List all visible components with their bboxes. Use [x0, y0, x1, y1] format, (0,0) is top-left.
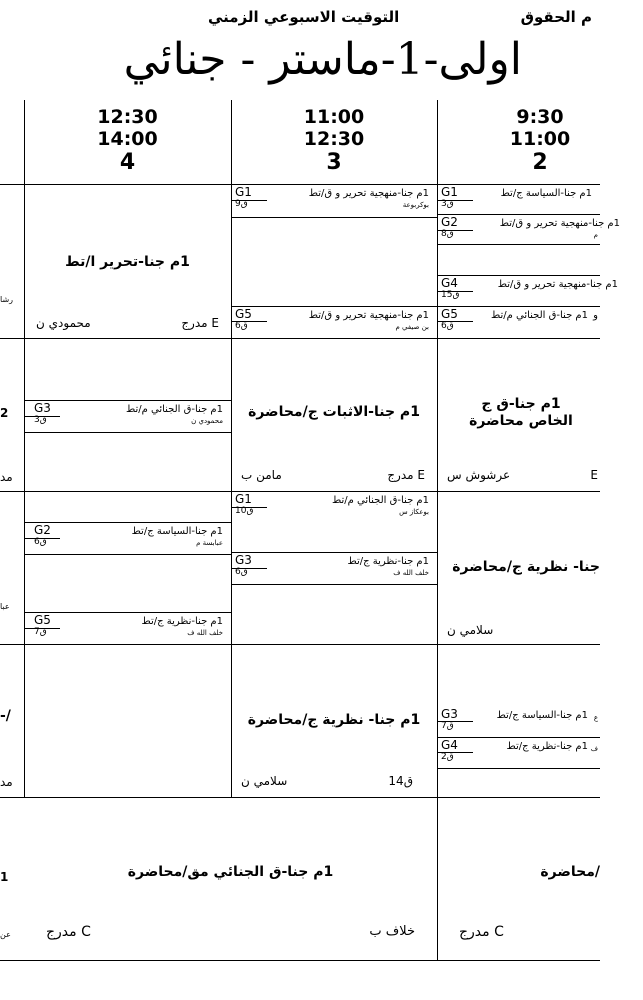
group-label: G5	[441, 307, 458, 321]
room-name: مدرج C	[459, 924, 504, 940]
period-header-2	[437, 100, 643, 184]
course-title: 1م جنا-الاثبات ج/محاضرة	[248, 404, 420, 420]
course-title: 1م جنا-ق الجنائي مق/محاضرة	[127, 864, 334, 880]
course-name: 1م جنا-منهجية تحرير و ق/تط	[497, 279, 618, 290]
room-name: ق14	[388, 774, 413, 788]
edge-fragment: مد	[0, 775, 13, 789]
period-number: 4	[119, 150, 136, 175]
course-title: 1م جنا-ق ج الخاص محاضرة	[469, 396, 573, 429]
edge-fragment: رشا	[0, 295, 14, 304]
room-label: ق10	[235, 506, 254, 516]
professor-name: سلامي ن	[241, 774, 288, 788]
course-name: 1م جنا-منهجية تحرير و ق/تط	[308, 310, 429, 321]
course-name: 1م جنا-ق الجنائي م/تط	[331, 495, 429, 506]
course-name: 1م جنا-السياسة ج/تط	[496, 710, 588, 721]
room-label: ق15	[441, 290, 460, 300]
professor-name: عرشوش س	[447, 468, 511, 482]
room-name: مدرج E	[387, 468, 425, 482]
group-label: G2	[34, 523, 51, 537]
lecture-cell[interactable]	[437, 491, 600, 644]
period-start: 11:00	[303, 106, 365, 128]
timetable-title: اولى-1-ماستر - جنائي	[123, 34, 522, 85]
group-label: G1	[441, 185, 458, 199]
group-label: G4	[441, 738, 458, 752]
course-name: 1م جنا-ق الجنائي م/تط	[125, 404, 223, 415]
sub-divider	[437, 768, 600, 769]
lecture-cell[interactable]	[231, 644, 437, 797]
period-end: 11:00	[509, 128, 571, 150]
course-name: 1م جنا-السياسة ج/تط	[131, 526, 223, 537]
period-end: 14:00	[97, 128, 158, 150]
room-label: ق8	[441, 229, 454, 239]
course-title: جنا- نظرية ج/محاضرة	[452, 559, 600, 575]
lecture-cell[interactable]	[437, 338, 600, 491]
professor-name: خلاف ب	[369, 924, 415, 939]
weekly-timing-label: التوقيت الاسبوعي الزمني	[208, 8, 400, 26]
period-start: 12:30	[97, 106, 158, 128]
professor-name: بوعكاز س	[399, 508, 429, 516]
group-label: G5	[34, 613, 51, 627]
course-name: 1م جنا-منهجية تحرير و ق/تط	[308, 188, 429, 199]
period-number: 2	[532, 150, 548, 175]
edge-fragment: عن	[0, 930, 11, 939]
room-name: مدرج E	[181, 316, 219, 330]
group-label: G1	[235, 185, 252, 199]
group-underline	[437, 230, 473, 231]
room-label: ق3	[441, 199, 454, 209]
group-session[interactable]	[231, 306, 437, 338]
period-start: 9:30	[516, 106, 564, 128]
row-divider	[0, 960, 600, 961]
group-underline	[437, 321, 473, 322]
group-session[interactable]	[437, 184, 600, 214]
group-underline	[231, 507, 267, 508]
course-name: 1م جنا-السياسة ج/تط	[500, 188, 592, 199]
page-header	[0, 0, 600, 34]
group-underline	[437, 752, 473, 753]
course-name: 1م جنا-ق الجنائي م/تط	[490, 310, 588, 321]
lecture-cell[interactable]	[24, 797, 437, 960]
group-label: G2	[441, 215, 458, 229]
professor-name: ع	[593, 714, 598, 722]
professor-name: ف	[590, 745, 598, 753]
course-name: 1م جنا-نظرية ج/تط	[506, 741, 588, 752]
group-underline	[437, 721, 473, 722]
lecture-cell[interactable]	[24, 184, 231, 338]
room-label: ق9	[235, 199, 248, 209]
lecture-cell[interactable]	[437, 797, 600, 960]
professor-name: محمودي ن	[191, 417, 223, 425]
room-label: ق3	[34, 415, 47, 425]
professor-name: سلامي ن	[447, 623, 494, 637]
room-label: ق6	[235, 321, 248, 331]
sub-divider	[231, 584, 437, 585]
edge-fragment: مد	[0, 470, 13, 484]
group-label: G4	[441, 276, 458, 290]
professor-name: محمودي ن	[36, 316, 91, 330]
faculty-name: م الحقوق	[520, 8, 592, 26]
group-underline	[231, 321, 267, 322]
period-end: 12:30	[303, 128, 365, 150]
professor-name: خلف الله ف	[187, 629, 223, 637]
room-label: ق7	[441, 721, 454, 731]
group-underline	[437, 200, 473, 201]
group-underline	[231, 200, 267, 201]
timetable-grid	[0, 100, 620, 960]
group-session[interactable]	[437, 214, 620, 244]
room-label: ق6	[441, 321, 454, 331]
group-label: G3	[34, 401, 51, 415]
room-label: ق6	[235, 567, 248, 577]
group-label: G3	[441, 707, 458, 721]
professor-name: خلف الله ف	[393, 569, 429, 577]
edge-fragment: 2	[0, 406, 9, 420]
lecture-cell[interactable]	[231, 338, 437, 491]
period-number: 3	[326, 150, 342, 175]
group-underline	[231, 568, 267, 569]
group-underline	[24, 416, 60, 417]
edge-fragment: -/	[0, 708, 11, 724]
professor-name: بوكربوعة	[402, 201, 429, 209]
sub-divider	[437, 244, 600, 245]
period-header-4	[24, 100, 231, 184]
course-title: 1م جنا-تحرير ا/تط	[65, 254, 190, 270]
period-header-3	[231, 100, 437, 184]
group-label: G5	[235, 307, 252, 321]
room-label: ق6	[34, 537, 47, 547]
room-label: ق2	[441, 752, 454, 762]
professor-name: مامن ب	[241, 468, 282, 482]
professor-name: بن صيفي م	[395, 323, 429, 331]
course-name: 1م جنا-نظرية ج/تط	[141, 616, 223, 627]
room-label: ق7	[34, 627, 47, 637]
edge-fragment: عبا	[0, 602, 10, 611]
professor-name: م	[593, 231, 598, 239]
group-label: G3	[235, 553, 252, 567]
sub-divider	[24, 554, 231, 555]
course-title: /محاضرة	[540, 864, 600, 880]
group-underline	[24, 538, 60, 539]
sub-divider	[24, 522, 231, 523]
group-underline	[437, 291, 473, 292]
course-name: 1م جنا-نظرية ج/تط	[347, 556, 429, 567]
sub-divider	[231, 217, 437, 218]
room-name: E	[590, 468, 598, 482]
edge-fragment: 1	[0, 870, 9, 884]
professor-name: و	[593, 310, 598, 321]
professor-name: عبابسة م	[196, 539, 223, 547]
course-title: 1م جنا- نظرية ج/محاضرة	[247, 712, 421, 728]
group-label: G1	[235, 492, 252, 506]
course-name: 1م جنا-منهجية تحرير و ق/تط	[499, 218, 620, 229]
room-name: مدرج C	[46, 924, 91, 940]
group-underline	[24, 628, 60, 629]
sub-divider	[24, 432, 231, 433]
group-session[interactable]	[437, 306, 600, 338]
